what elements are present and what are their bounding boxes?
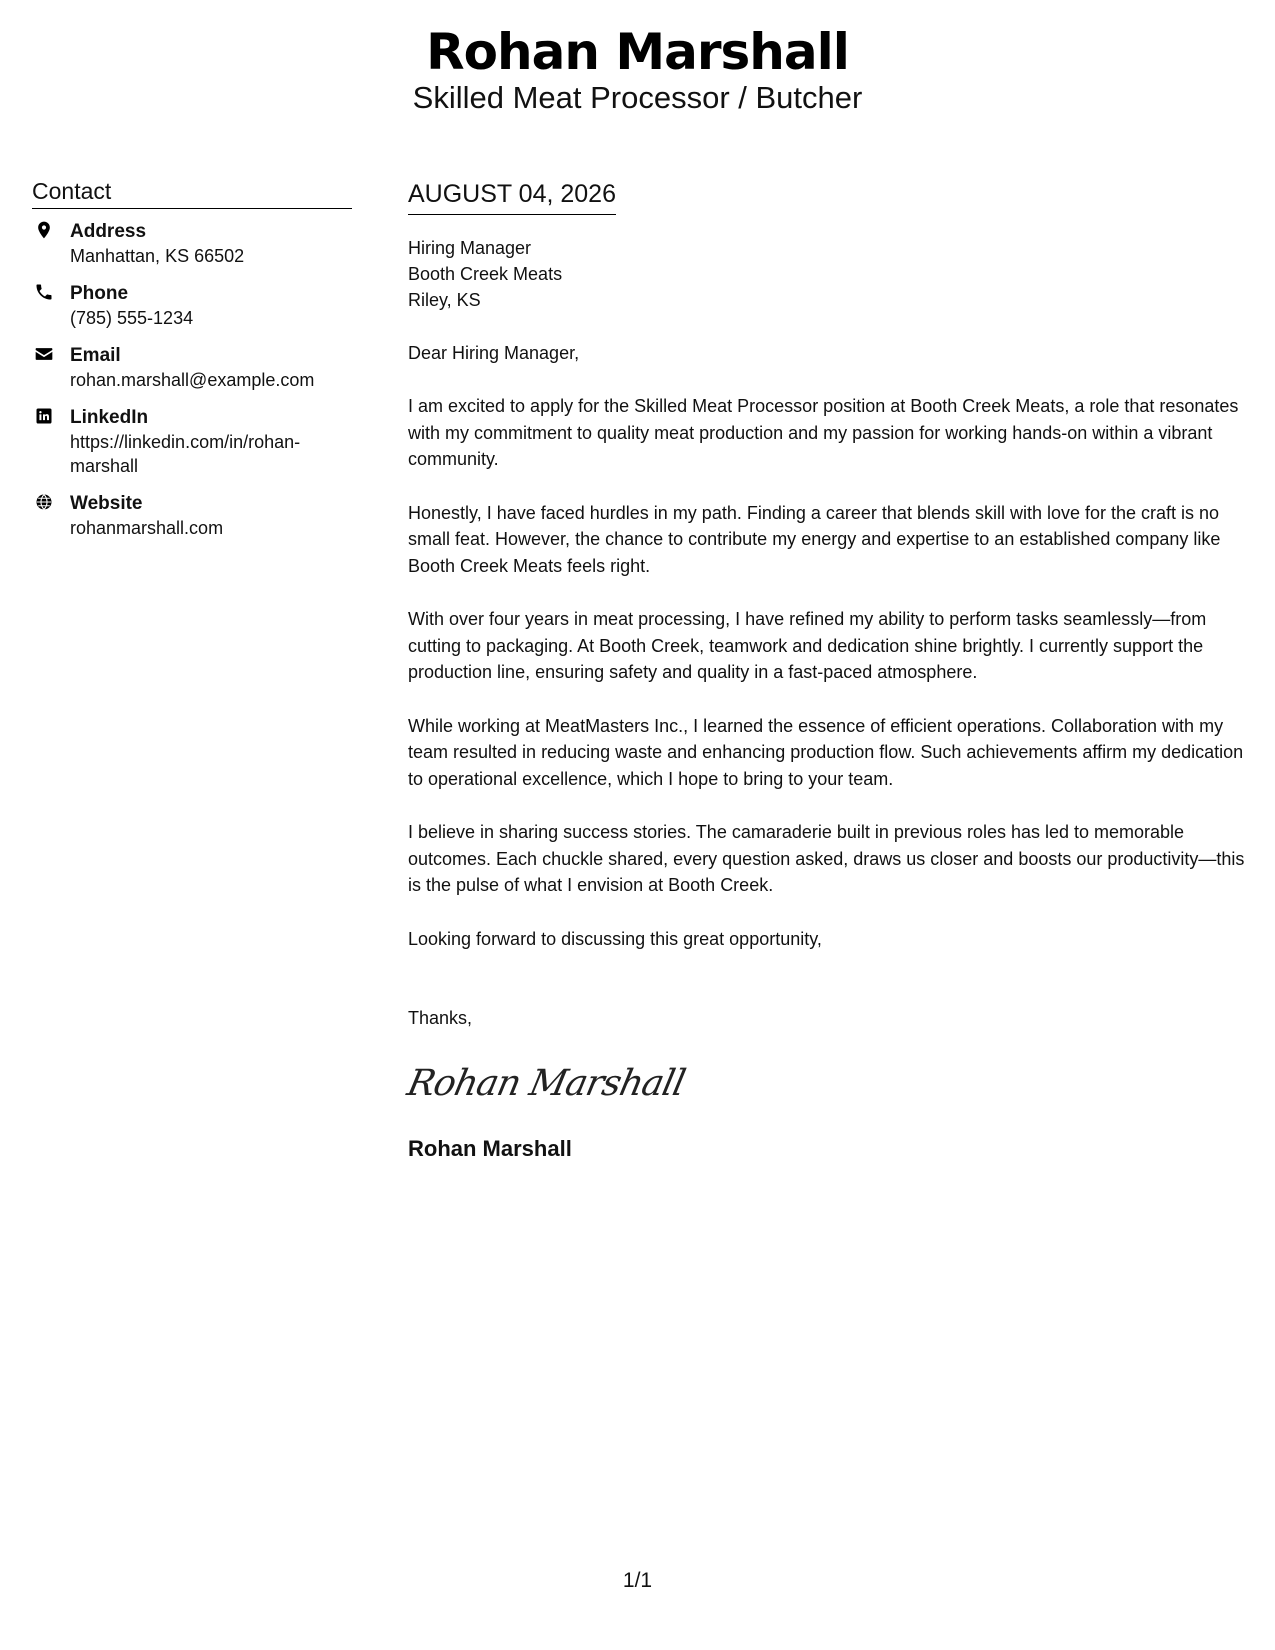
contact-website [32,492,352,540]
envelope-icon [34,344,54,366]
recipient-line: Riley, KS [408,290,481,310]
contact-value: rohanmarshall.com [70,518,224,538]
contact-label: Phone [70,283,129,304]
letter-paragraph: While working at MeatMasters Inc., I learned the essence of efficient operations. Collaboration with my team resulted in reducing waste and enhancing production flow. Such achievements affirm my dedication to operational excellence, which I hope to bring to your team. [408,715,1244,789]
contact-value: https://linkedin.com/in/rohan-marshall [70,432,301,476]
contact-value: Manhattan, KS 66502 [70,246,245,266]
contact-label: LinkedIn [70,407,149,428]
contact-value: (785) 555-1234 [70,308,194,328]
contact-sidebar [32,176,352,554]
contact-value: rohan.marshall@example.com [70,370,315,390]
letter-paragraph: I believe in sharing success stories. The camaraderie built in previous roles has led to memorable outcomes. Each chuckle shared, every question asked, draws us closer and boosts our productivity—this is the pulse of what I envision at Booth Creek. [408,822,1245,895]
recipient-line: Booth Creek Meats [408,264,563,284]
recipient-block [408,235,1254,313]
contact-list [32,220,352,540]
phone-icon [34,282,54,304]
contact-email [32,344,352,392]
contact-label: Website [70,493,143,514]
linkedin-icon [34,406,54,428]
letter-paragraph: With over four years in meat processing, I have refined my ability to perform tasks seamlessly—from cutting to packaging. At Booth Creek, teamwork and dedication shine brightly. I currently support the production line, ensuring safety and quality in a fast-paced atmosphere. [408,609,1207,682]
letter-paragraph: Honestly, I have faced hurdles in my path. Finding a career that blends skill with love for the craft is no small feat. However, the chance to contribute my energy and expertise to an established company like Booth Creek Meats feels right. [408,502,1221,576]
map-pin-icon [34,220,54,242]
contact-address [32,220,352,268]
contact-heading: Contact [32,176,352,209]
salutation: Dear Hiring Manager, [408,343,580,363]
contact-linkedin [32,406,352,478]
handwritten-signature: Rohan Marshall [403,1062,689,1104]
contact-label: Email [70,345,121,366]
contact-label: Address [70,221,147,242]
letter-date: AUGUST 04, 2026 [408,178,616,215]
signatory-name: Rohan Marshall [408,1135,572,1161]
job-title: Skilled Meat Processor / Butcher [412,80,863,115]
letter-body [403,178,1254,1163]
letter-paragraph: I am excited to apply for the Skilled Meat Processor position at Booth Creek Meats, a role that resonates with my commitment to quality meat production and my passion for working hands-on within a vibrant community. [408,396,1239,469]
globe-icon [34,492,54,514]
recipient-line: Hiring Manager [408,238,532,258]
closing-line: Looking forward to discussing this great opportunity, [408,928,822,949]
page-number: 1/1 [622,1569,653,1592]
header [0,20,1275,116]
applicant-name: Rohan Marshall [426,23,849,81]
thanks-line: Thanks, [408,1007,473,1028]
contact-phone [32,282,352,330]
